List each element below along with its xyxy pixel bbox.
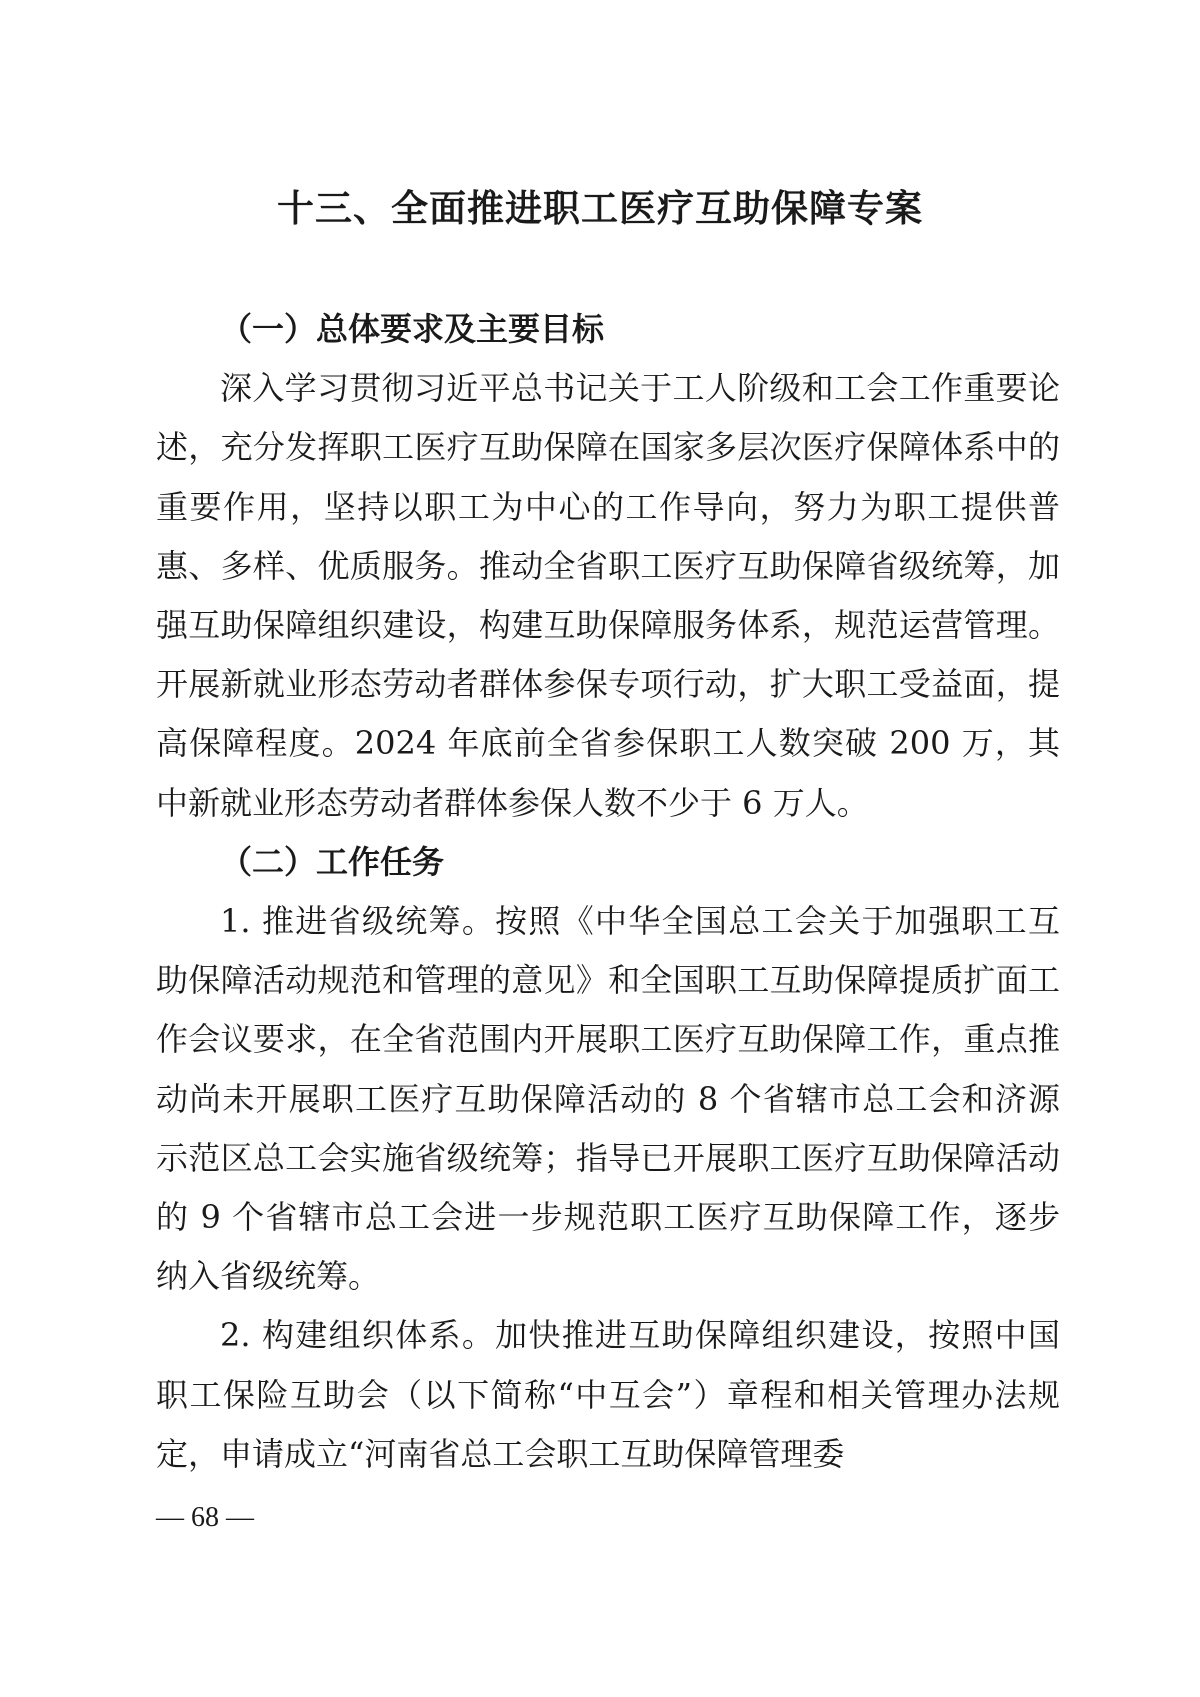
section-heading-overall-requirements: （一）总体要求及主要目标 xyxy=(220,310,605,348)
document-title: 十三、全面推进职工医疗互助保障专案 xyxy=(277,187,923,230)
page-number: — 68 — xyxy=(156,1502,254,1533)
section-heading-work-tasks: （二）工作任务 xyxy=(220,842,445,881)
paragraph-overall-requirements: 深入学习贯彻习近平总书记关于工人阶级和工会工作重要论述，充分发挥职工医疗互助保障在国家多层次医疗保障体系中的重要作用，坚持以职工为中心的工作导向，努力为职工提供普惠、多样、优质服务。推动全省职工医疗互助保障省级统筹，加强互助保障组织建设，构建互助保障服务体系，规范运营管理。开展新就业形态劳动者群体参保专项行动，扩大职工受益面，提高保障程度。2024 年底前全省参保职工人数突破 200 万，其中新就业形态劳动者群体参保人数不少于 6 万人。 xyxy=(156,369,1060,822)
paragraph-task-1: 1. 推进省级统筹。按照《中华全国总工会关于加强职工互助保障活动规范和管理的意见》和全国职工互助保障提质扩面工作会议要求，在全省范围内开展职工医疗互助保障工作，重点推动尚未开展职工医疗互助保障活动的 8 个省辖市总工会和济源示范区总工会实施省级统筹；指导已开展职工医疗互助保障活动的 9 个省辖市总工会进一步规范职工医疗互助保障工作，逐步纳入省级统筹。 xyxy=(156,902,1060,1296)
paragraph-task-2: 2. 构建组织体系。加快推进互助保障组织建设，按照中国职工保险互助会（以下简称“中互会”）章程和相关管理办法规定，申请成立“河南省总工会职工互助保障管理委 xyxy=(156,1316,1060,1473)
document-body xyxy=(156,300,1060,1484)
